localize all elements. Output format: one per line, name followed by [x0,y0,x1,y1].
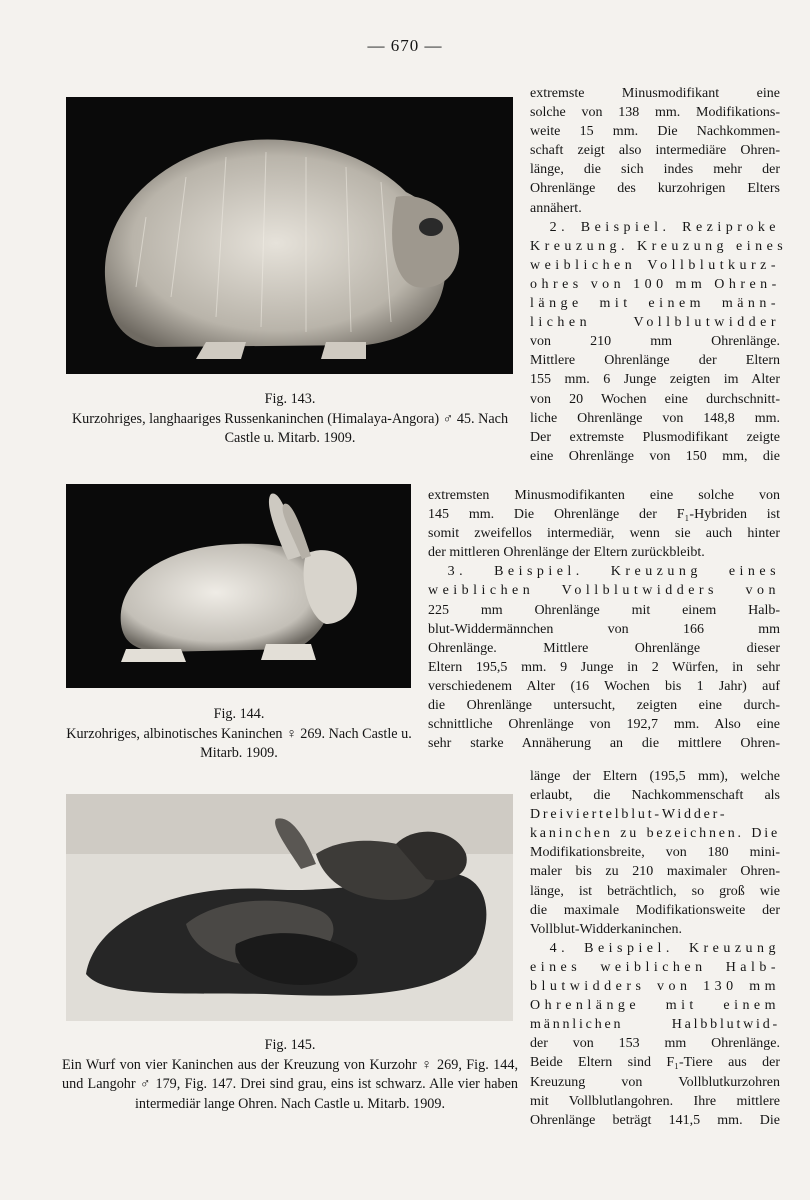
text-line: 155 mm. 6 Junge zeigten im Alter [530,372,780,388]
figure-145-photo [66,794,513,1021]
figure-143-label: Fig. 143. [264,391,316,407]
text-line: somit zweifellos intermediär, wenn sie auch hinter [428,526,780,542]
text-line: Kreuzung von Vollblutkurzohren [530,1074,780,1090]
text-line: länge, ist beträchtlich, so groß wie [530,883,780,899]
text-line: 225 mm Ohrenlänge mit einem Halb- [428,602,780,618]
text-line: 2. Beispiel. Reziproke [549,219,780,235]
figure-145-label: Fig. 145. [264,1037,316,1053]
text-block-2 [428,486,780,753]
text-line: solche von 138 mm. Modifikations- [530,105,780,121]
text-line: extremste Minusmodifikant eine [530,86,780,101]
text-line: blut-Widdermännchen von 166 mm [428,621,780,637]
figure-143-text: Kurzohriges, langhaariges Russenkaninchen (Himalaya-Angora) ♂ 45. Nach Castle u. Mitarb. 1909. [71,410,509,446]
text-line: erlaubt, die Nachkommenschaft als [530,788,780,804]
figure-144-label: Fig. 144. [213,706,265,722]
text-line: Ohrenlänge beträgt 141,5 mm. Die [530,1112,780,1128]
text-line: die Ohrenlänge untersucht, zeigten eine durch- [428,698,780,714]
text-line: der von 153 mm Ohrenlänge. [530,1036,780,1052]
text-line: 145 mm. Die Ohrenlänge der F₁-Hybriden ist [428,507,780,523]
text-line: verschiedenem Alter (16 Wochen bis 1 Jahr) auf [428,678,780,694]
text-line: schaft zeigt also intermediäre Ohren- [530,143,780,159]
text-line: die maximale Modifikationsweite der [530,902,780,918]
figure-144-caption [62,705,416,764]
text-line: sehr starke Annäherung an die mittlere Ohren- [428,736,780,752]
text-line: extremsten Minusmodifikanten eine solche von [428,488,780,503]
text-line: weiblichen Vollblutwidders von [428,583,780,599]
text-line: 3. Beispiel. Kreuzung eines [447,564,780,580]
figure-143-caption [62,390,518,449]
text-line: 4. Beispiel. Kreuzung [549,940,780,956]
angora-rabbit-image [66,97,513,374]
text-line: eines weiblichen Halb- [530,959,780,975]
text-line: von 20 Wochen eine durchschnitt- [530,391,780,407]
text-line: mit Vollblutlangohren. Ihre mittlere [530,1093,780,1109]
text-line: maler bis zu 210 maximaler Ohren- [530,864,780,880]
text-line: ohres von 100 mm Ohren- [530,276,781,292]
figure-145-caption [62,1036,518,1114]
text-line: der mittleren Ohrenlänge der Eltern zurückbleibt. [428,545,705,561]
text-line: Modifikationsbreite, von 180 mini- [530,845,780,861]
text-line: länge der Eltern (195,5 mm), welche [530,769,780,784]
text-line: Der extremste Plusmodifikant zeigte [530,429,780,445]
text-line: Mittlere Ohrenlänge der Eltern [530,353,780,369]
text-line: Dreiviertelblut-Widder- [530,807,728,823]
text-line: weite 15 mm. Die Nachkommen- [530,124,780,140]
page-number: — 670 — [367,36,443,55]
figure-144-text: Kurzohriges, albinotisches Kaninchen ♀ 269. Nach Castle u. Mitarb. 1909. [66,725,412,761]
text-line: Ohrenlänge. Mittlere Ohrenlänge dieser [428,640,780,656]
text-line: länge mit einem männ- [530,296,780,312]
text-line: blutwidders von 130 mm [530,979,780,995]
text-line: Ohrenlänge mit einem [530,998,780,1014]
figure-144-photo [66,484,411,688]
text-line: länge, die sich indes mehr der [530,162,780,178]
text-block-3 [530,767,780,1130]
rabbit-litter-image [66,794,513,1021]
text-line: kaninchen zu bezeichnen. Die [530,826,780,842]
text-line: männlichen Halbblutwid- [530,1017,780,1033]
figure-145-text: Ein Wurf von vier Kaninchen aus der Kreuzung von Kurzohr ♀ 269, Fig. 144, und Langohr ♂ 179, Fig. 147. Drei sind grau, eins ist schwarz. Alle vier haben intermediär lange Ohren. Nach Castle u. Mitarb. 1909. [62,1056,518,1112]
text-line: von 210 mm Ohrenlänge. [530,334,780,350]
text-line: eine Ohrenlänge von 150 mm, die [530,448,780,464]
text-line: annähert. [530,200,582,216]
text-line: Beide Eltern sind F₁-Tiere aus der [530,1055,780,1071]
text-line: schnittliche Ohrenlänge von 192,7 mm. Also eine [428,717,780,733]
albino-rabbit-image [66,484,411,688]
text-line: Ohrenlänge des kurzohrigen Elters [530,181,780,197]
text-block-1 [530,84,788,466]
text-line: lichen Vollblutwidder [530,315,780,331]
figure-143-photo [66,97,513,374]
text-line: weiblichen Vollblutkurz- [530,257,780,273]
text-line: liche Ohrenlänge von 148,8 mm. [530,410,780,426]
text-line: Vollblut-Widderkaninchen. [530,921,682,937]
text-line: Eltern 195,5 mm. 9 Junge in 2 Würfen, in sehr [428,659,780,675]
text-line: Kreuzung. Kreuzung eines [530,238,788,254]
